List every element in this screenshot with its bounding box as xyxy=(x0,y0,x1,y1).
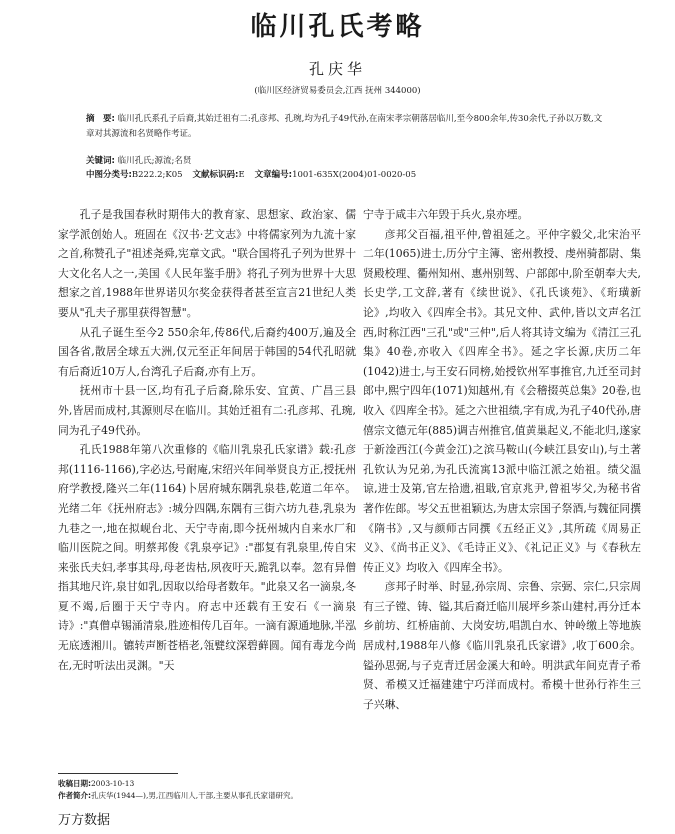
abstract-label: 摘 要: xyxy=(86,114,115,124)
body-paragraph: 彦邦子时举、时显,孙宗周、宗鲁、宗弼、宗仁,只宗周有三子镗、铸、镒,其后裔迁临川展坪乡茶山建村,再分迁本乡前坊、红桥庙前、大岗安坊,唱凯白水、钟岭缴上等地族居成村,1988年八修《临川乳泉孔氏家谱》,收丁600余。镒孙思弼,与子克青迁居金溪大和岭。明洪武年间克青子希贤、希模又迁福建建宁巧洋而成村。希模十世孙行祚生三子兴琳、 xyxy=(363,580,641,711)
bio-value: 孔庆华(1944—),男,江西临川人,干部,主要从事孔氏家谱研究。 xyxy=(91,791,298,800)
abstract-text: 临川孔氏系孔子后裔,其始迁祖有二:孔彦邦、孔琬,均为孔子49代孙,在南宋孝宗朝落居临川,至今800余年,传30余代,子孙以万数,文章对其源流和名贤略作考证。 xyxy=(86,114,603,139)
articleno-label: 文章编号: xyxy=(254,170,293,180)
body-paragraph-continued: 宁寺于咸丰六年毁于兵火,泉亦堙。 xyxy=(363,208,529,221)
author-affiliation: (临川区经济贸易委员会,江西 抚州 344000) xyxy=(254,86,421,96)
class-label: 中图分类号: xyxy=(86,170,132,180)
classification-line xyxy=(86,168,606,183)
doccode-label: 文献标识码: xyxy=(192,170,239,180)
body-paragraph: 抚州市十县一区,均有孔子后裔,除乐安、宜黄、广昌三县外,皆居而成村,其源则尽在临川。其始迁祖有二:孔彦邦、孔琬,同为孔子49代孙。 xyxy=(58,384,356,437)
author-bio xyxy=(58,790,298,802)
footnotes xyxy=(58,778,298,802)
articleno-value: 1001-635X(2004)01-0020-05 xyxy=(292,170,417,180)
received-value: 2003-10-13 xyxy=(91,779,135,788)
keywords-block xyxy=(86,154,606,169)
keywords-label: 关键词: xyxy=(86,156,115,166)
body-paragraph: 从孔子诞生至今2 550余年,传86代,后裔约400万,遍及全国各省,散居全球五大洲,仅元至正年间居于韩国的54代孔昭就有后裔近10万人,台湾孔子后裔,亦有上万。 xyxy=(58,325,356,378)
abstract-block xyxy=(86,112,606,142)
author-name: 孔庆华 xyxy=(308,60,366,78)
doccode-value: E xyxy=(238,170,245,180)
bio-label: 作者简介: xyxy=(58,791,91,800)
received-label: 收稿日期: xyxy=(58,779,91,788)
keywords-text: 临川孔氏;源流;名贤 xyxy=(117,156,192,166)
body-paragraph: 孔子是我国春秋时期伟大的教育家、思想家、政治家、儒家学派创始人。班固在《汉书·艺文志》中将儒家列为九流十家之首,称赞孔子"祖述尧舜,宪章文武。"联合国将孔子列为世界十大文化名人之一,美国《人民年鉴手册》将孔子列为世界十大思想家之首,1988年世界诺贝尔奖金获得者甚至宣言21世纪人类要从"孔夫子那里获得智慧"。 xyxy=(58,208,356,319)
left-column xyxy=(58,205,356,675)
paper-title: 临川孔氏考略 xyxy=(250,12,425,42)
body-paragraph: 孔氏1988年第八次重修的《临川乳泉孔氏家谱》载:孔彦邦(1116-1166),字必达,号耐庵,宋绍兴年间举贤良方正,授抚州府学教授,隆兴二年(1164)卜居府城东隅乳泉巷,乾道二年卒。光绪二年《抚州府志》:城分四隅,东隅有三街六坊九巷,乳泉为九巷之一,地在拟岘台北、天宁寺南,即今抚州城内自来水厂和临川医院之间。明蔡邦俊《乳泉亭记》:"郡复有乳泉里,传自宋来张氏夫妇,孝事其母,母老齿枯,夙夜吁天,跪乳以奉。忽有异僧指其地尺许,泉甘如乳,因取以给母者数年。"此泉又名一滴泉,冬夏不竭,后圈于天宁寺内。府志中还载有王安石《一滴泉诗》:"真僧卓锡涌清泉,胜迹相传几百年。一滴有源通地脉,半泓无底透湘川。镳转声断苍梧老,瓴甓纹深碧藓圆。闻有毒龙今尚在,无时听法出灵渊。"天 xyxy=(58,443,356,672)
right-column xyxy=(363,205,641,714)
footnote-divider xyxy=(58,773,178,774)
wanfang-watermark: 万方数据 xyxy=(58,813,111,828)
received-date xyxy=(58,778,298,790)
class-value: B222.2;K05 xyxy=(131,170,183,180)
body-paragraph: 彦邦父百福,祖平仲,曾祖延之。平仲字毅父,北宋治平二年(1065)进士,历分宁主簿、密州教授、虔州骑都尉、集贤殿校理、衢州知州、惠州别驾、户部郎中,阶至朝奉大夫,长史学,工文辞,著有《续世说》、《孔氏谈苑》、《珩璜新论》,均收入《四库全书》。其兄文仲、武仲,皆以文声名江西,时称江西"三孔"或"三仲",后人将其诗文编为《清江三孔集》40卷,亦收入《四库全书》。延之字长源,庆历二年(1042)进士,与王安石同榜,始授钦州军事推官,九迁至司封郎中,熙宁四年(1071)知越州,有《会稽掇英总集》20卷,也收入《四库全书》。延之六世祖绩,字有成,为孔子40代孙,唐僖宗文德元年(885)调吉州推官,值黄巢起义,不能北归,遂家于新淦西江(今黄金江)之滨马鞍山(今峡江县安山),与土著孔钦认为兄弟,为孔氏流寓13派中临江派之始祖。绩父温谅,进士及第,官左拾遗,祖戢,官京兆尹,曾祖岑父,为秘书省著作佐郎。岑父五世祖颖达,为唐太宗国子祭酒,与魏征同撰《隋书》,又与颜师古同撰《五经正义》,其所疏《周易正义》、《尚书正义》、《毛诗正义》、《礼记正义》与《春秋左传正义》均收入《四库全书》。 xyxy=(363,227,641,574)
